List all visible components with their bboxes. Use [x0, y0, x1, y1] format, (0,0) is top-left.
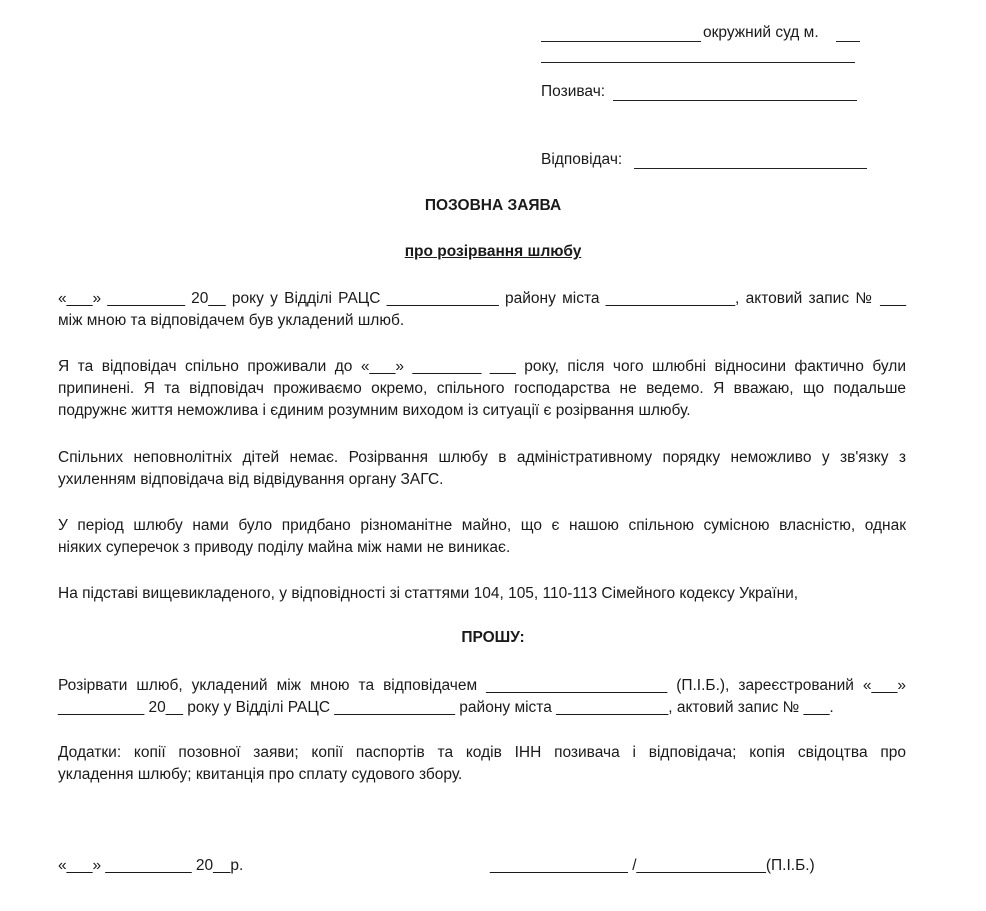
paragraph-line: ніяких суперечок з приводу поділу майна між нами не виникає. [58, 539, 511, 556]
attachments-paragraph [58, 742, 918, 786]
document-subtitle: про розірвання шлюбу [404, 243, 582, 260]
paragraph-line: __________ 20__ року у Відділі РАЦС ______________ району міста _____________, актовий запис № ___. [58, 699, 834, 716]
court-blank[interactable] [541, 41, 701, 42]
paragraph-line: ухиленням відповідача від відвідування органу ЗАГС. [58, 471, 444, 488]
court-city-blank[interactable] [836, 41, 860, 42]
defendant-blank[interactable] [634, 168, 867, 169]
paragraph-line: Додатки: копії позовної заяви; копії паспортів та кодів ІНН позивача і відповідача; копія свідоцтва про [58, 744, 906, 761]
footer-signature: ________________ /_______________(П.І.Б.) [490, 857, 815, 874]
paragraph-line: Спільних неповнолітніх дітей немає. Розірвання шлюбу в адміністративному порядку неможливо у зв'язку з [58, 449, 906, 466]
paragraph-line: між мною та відповідачем був укладений шлюб. [58, 312, 405, 329]
request-heading: ПРОШУ: [461, 629, 525, 646]
plaintiff-label: Позивач: [541, 83, 606, 100]
paragraph-line: подружнє життя неможлива і єдиним розумним виходом із ситуації є розірвання шлюбу. [58, 402, 691, 419]
paragraph-line: Розірвати шлюб, укладений між мною та відповідачем _____________________ (П.І.Б.), зареєстрований «___» [58, 677, 906, 694]
court-second-blank[interactable] [541, 62, 855, 63]
plaintiff-blank[interactable] [613, 100, 857, 101]
request-paragraph [58, 675, 918, 719]
defendant-label: Відповідач: [541, 151, 623, 168]
footer-date: «___» __________ 20__р. [58, 857, 244, 874]
paragraph-line: Я та відповідач спільно проживали до «___» ________ ___ року, після чого шлюбні відносини фактично були [58, 358, 906, 375]
paragraph-legal-basis [58, 583, 918, 605]
paragraph-marriage-registration [58, 288, 918, 332]
paragraph-cohabitation [58, 356, 918, 422]
court-label: окружний суд м. [703, 24, 819, 41]
document-title: ПОЗОВНА ЗАЯВА [424, 197, 562, 214]
paragraph-line: припинені. Я та відповідач проживаємо окремо, спільного господарства не ведемо. Я вважаю, що подальше [58, 380, 906, 397]
paragraph-line: «___» _________ 20__ року у Відділі РАЦС _____________ району міста _______________, актовий запис № ___ [58, 290, 906, 307]
paragraph-property [58, 515, 918, 559]
paragraph-line: укладення шлюбу; квитанція про сплату судового збору. [58, 766, 463, 783]
paragraph-line: У період шлюбу нами було придбано різноманітне майно, що є нашою спільною сумісною власністю, однак [58, 517, 906, 534]
paragraph-line: На підставі вищевикладеного, у відповідності зі статтями 104, 105, 110-113 Сімейного кодексу України, [58, 585, 799, 602]
paragraph-children [58, 447, 918, 491]
